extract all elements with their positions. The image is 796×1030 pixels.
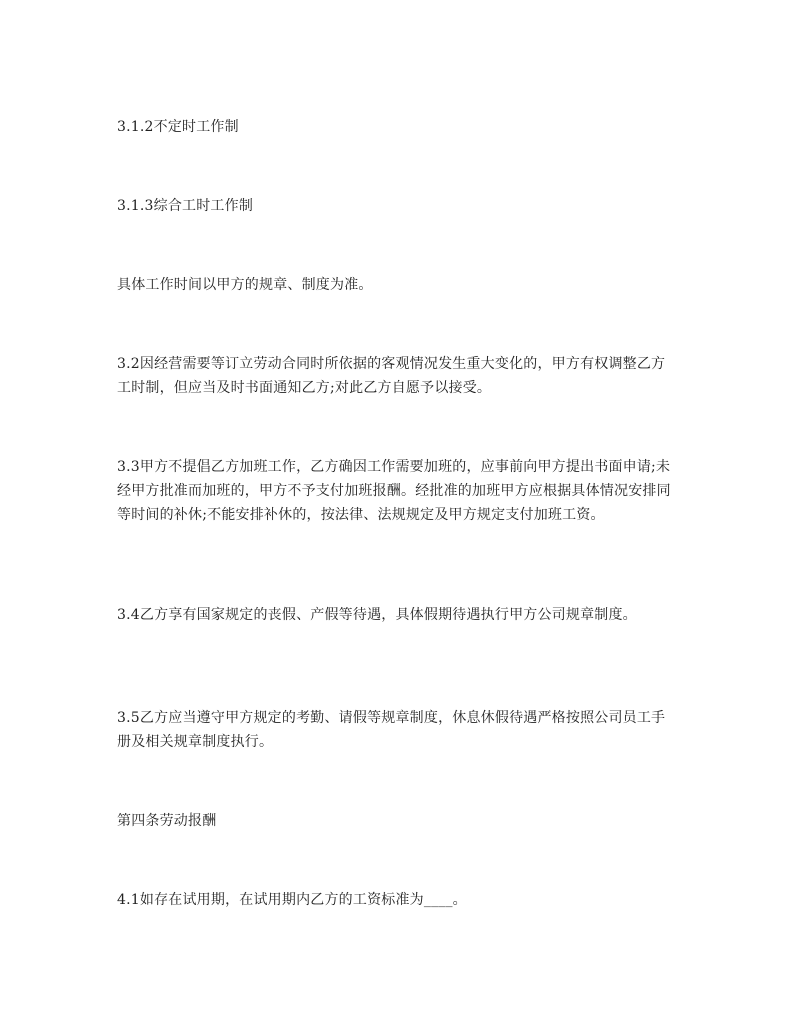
working-hours-note: 具体工作时间以甲方的规章、制度为准。 [117,277,373,293]
clause-3-2: 3.2因经营需要等订立劳动合同时所依据的客观情况发生重大变化的，甲方有权调整乙方工时制，但应当及时书面通知乙方;对此乙方自愿予以接受。 [117,356,666,396]
clause-3-4: 3.4乙方享有国家规定的丧假、产假等待遇，具体假期待遇执行甲方公司规章制度。 [117,607,637,623]
clause-3-1-3: 3.1.3综合工时工作制 [117,198,254,214]
clause-3-1-2: 3.1.2不定时工作制 [117,119,239,135]
clause-4-1: 4.1如存在试用期，在试用期内乙方的工资标准为____。 [117,892,467,908]
clause-3-5: 3.5乙方应当遵守甲方规定的考勤、请假等规章制度，休息休假待遇严格按照公司员工手册及相关规章制度执行。 [117,710,666,750]
section-heading-article-4: 第四条劳动报酬 [117,813,217,829]
clause-3-3: 3.3甲方不提倡乙方加班工作，乙方确因工作需要加班的，应事前向甲方提出书面申请;未经甲方批准而加班的，甲方不予支付加班报酬。经批准的加班甲方应根据具体情况安排同等时间的补休;不能安排补休的，按法律、法规规定及甲方规定支付加班工资。 [117,459,671,523]
